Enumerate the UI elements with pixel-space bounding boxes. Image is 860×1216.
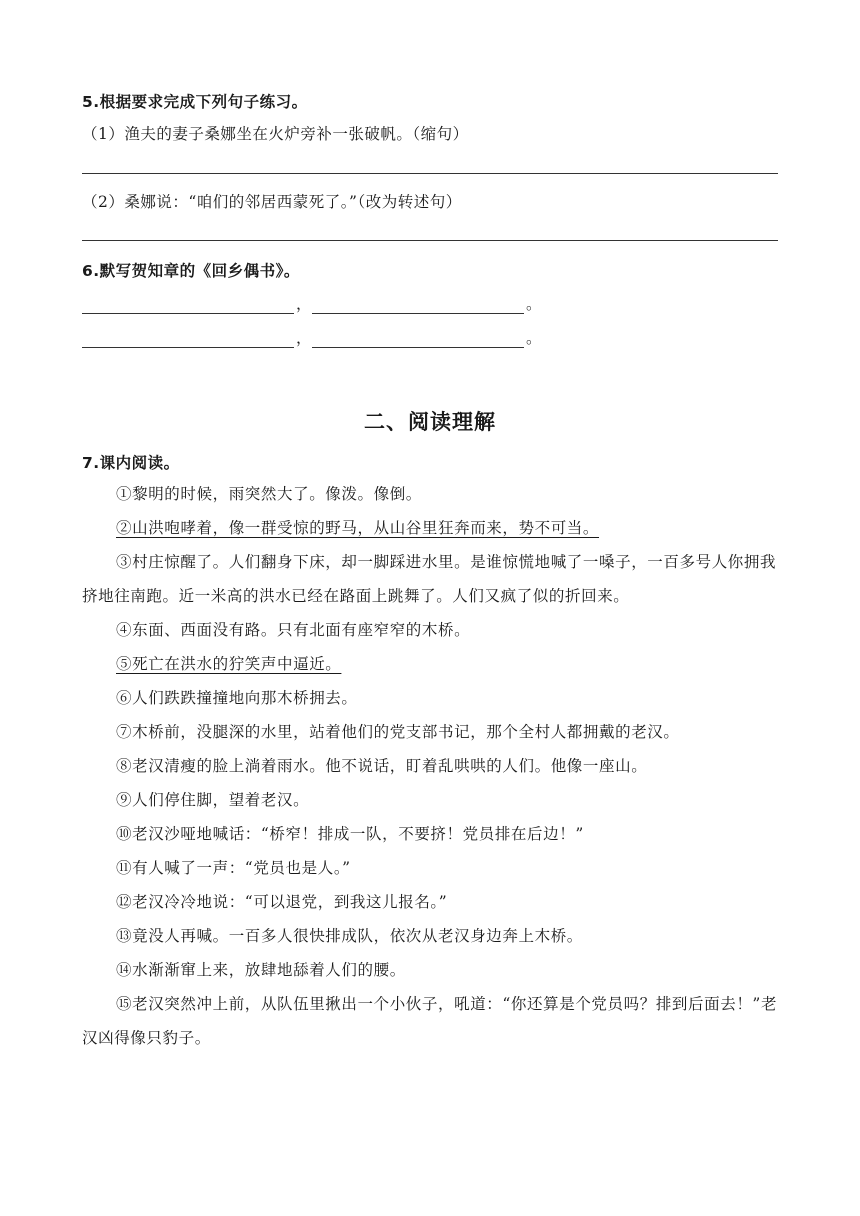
paragraph-13: ⑬竟没人再喊。一百多人很快排成队，依次从老汉身边奔上木桥。 <box>116 927 583 945</box>
section-title: 二、阅读理解 <box>364 410 496 434</box>
paragraph-3: ③村庄惊醒了。人们翻身下床，却一脚踩进水里。是谁惊慌地喊了一嗓子，一百多号人你拥我挤地往南跑。近一米高的洪水已经在路面上跳舞了。人们又疯了似的折回来。 <box>82 553 777 605</box>
paragraph-7: ⑦木桥前，没腿深的水里，站着他们的党支部书记，那个全村人都拥戴的老汉。 <box>116 723 680 741</box>
poem-blank-row <box>82 326 542 348</box>
paragraph-11: ⑪有人喊了一声：“党员也是人。” <box>116 859 351 877</box>
paragraph-9: ⑨人们停住脚，望着老汉。 <box>116 791 310 809</box>
paragraph-14: ⑭水渐渐窜上来，放肆地舔着人们的腰。 <box>116 961 406 979</box>
poem-blank[interactable] <box>82 297 294 314</box>
paragraph-10: ⑩老汉沙哑地喊话：“桥窄！排成一队，不要挤！党员排在后边！” <box>116 825 584 843</box>
paragraph-2: ②山洪咆哮着，像一群受惊的野马，从山谷里狂奔而来，势不可当。 <box>116 519 600 537</box>
comma: ， <box>296 329 312 347</box>
paragraph-5: ⑤死亡在洪水的狞笑声中逼近。 <box>116 655 342 673</box>
period: 。 <box>526 295 542 313</box>
paragraph-12: ⑫老汉冷冷地说：“可以退党，到我这儿报名。” <box>116 893 448 911</box>
poem-blank[interactable] <box>312 297 524 314</box>
paragraph-2-wrap <box>82 511 782 545</box>
paragraph-6: ⑥人们跌跌撞撞地向那木桥拥去。 <box>116 689 358 707</box>
period: 。 <box>526 329 542 347</box>
paragraph-5-wrap <box>82 647 782 681</box>
paragraph-15: ⑮老汉突然冲上前，从队伍里揪出一个小伙子，吼道：“你还算是个党员吗？排到后面去！”老汉凶得像只豹子。 <box>82 995 778 1047</box>
question-5-item-2: （2）桑娜说：“咱们的邻居西蒙死了。”（改为转述句） <box>82 193 462 211</box>
paragraph-1: ①黎明的时候，雨突然大了。像泼。像倒。 <box>116 485 422 503</box>
question-5-title: 5.根据要求完成下列句子练习。 <box>82 93 308 111</box>
poem-blank[interactable] <box>312 331 524 348</box>
poem-blank[interactable] <box>82 331 294 348</box>
question-6-title: 6.默写贺知章的《回乡偶书》。 <box>82 262 300 280</box>
question-5-item-1: （1）渔夫的妻子桑娜坐在火炉旁补一张破帆。（缩句） <box>82 125 469 143</box>
question-7-title: 7.课内阅读。 <box>82 454 180 472</box>
poem-blank-row <box>82 292 542 314</box>
answer-line[interactable] <box>82 240 778 241</box>
paragraph-4: ④东面、西面没有路。只有北面有座窄窄的木桥。 <box>116 621 471 639</box>
comma: ， <box>296 295 312 313</box>
paragraph-8: ⑧老汉清瘦的脸上淌着雨水。他不说话，盯着乱哄哄的人们。他像一座山。 <box>116 757 648 775</box>
answer-line[interactable] <box>82 173 778 174</box>
